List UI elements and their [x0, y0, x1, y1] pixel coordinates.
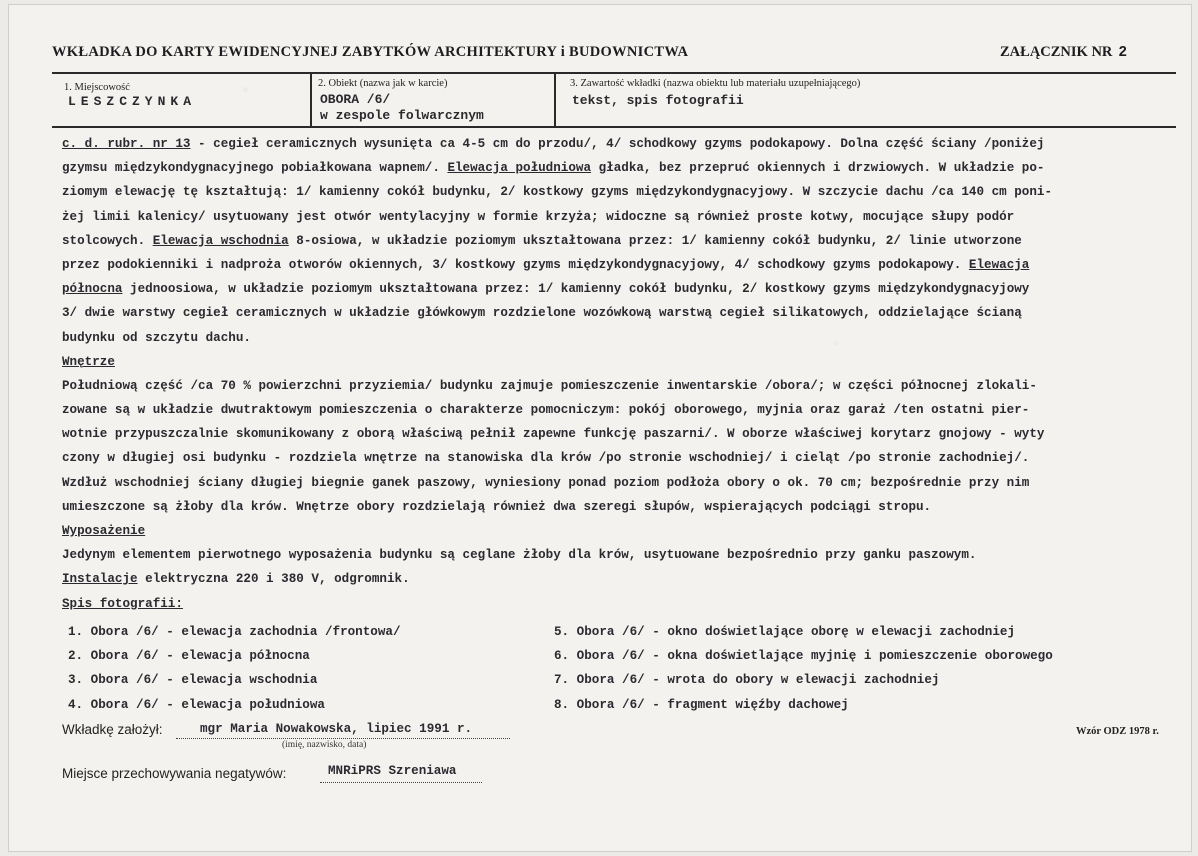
text-fragment: gładka, bez przepruć okiennych i drzwiowych. W układzie po-	[591, 161, 1045, 176]
text-line	[62, 567, 1172, 591]
text-line: umieszczone są żłoby dla krów. Wnętrze obory rozdzielają również dwa szeregi słupów, wspierających podciągi stropu.	[62, 499, 932, 514]
text-line: wotnie przypuszczalnie skomunikowany z oborą właściwą pełnił zapewne funkcję paszarni/. W oborze właściwej korytarz gnojowy - wyty	[62, 427, 1045, 442]
photo-item: 2. Obora /6/ - elewacja północna	[68, 649, 310, 664]
author-label: Wkładkę założył:	[62, 722, 163, 737]
text-line	[62, 156, 1172, 180]
text-line	[62, 253, 1172, 277]
description-text	[62, 132, 1172, 616]
text-line: zowane są w układzie dwutraktowym pomieszczenia o charakterze pomocniczym: pokój oborowego, myjnia oraz garaż /ten ostatni pier-	[62, 403, 1030, 418]
photo-list-left	[68, 620, 401, 717]
object-value-line2: w zespole folwarcznym	[320, 108, 484, 123]
text-line: Wzdłuż wschodniej ściany długiej biegnie ganek paszowy, wyniesiony ponad poziom podłoża obory o ok. 70 cm; bezpośrednie przy nim	[62, 475, 1030, 490]
text-line: ziomym elewację tę kształtują: 1/ kamienny cokół budynku, 2/ kostkowy gzyms międzykondygnacyjowy. W szczycie dachu /ca 140 cm poni-	[62, 185, 1053, 200]
text-line	[62, 592, 1172, 616]
heading-photo-list: Spis fotografii:	[62, 596, 183, 611]
annex-number: 2	[1118, 45, 1128, 61]
photo-item: 4. Obora /6/ - elewacja południowa	[68, 697, 325, 712]
photo-item: 5. Obora /6/ - okno doświetlające oborę w elewacji zachodniej	[554, 625, 1016, 639]
card-title: WKŁADKA DO KARTY EWIDENCYJNEJ ZABYTKÓW ARCHITEKTURY i BUDOWNICTWA	[52, 44, 689, 60]
text-line	[62, 350, 1172, 374]
annex-label-text: ZAŁĄCZNIK NR	[1000, 44, 1113, 60]
text-line: czony w długiej osi budynku - rozdziela wnętrze na stanowiska dla krów /po stronie wschodniej/ i cieląt /po stronie zachodniej/.	[62, 451, 1030, 466]
text-fragment: stolcowych.	[62, 233, 153, 248]
section-ref: c. d. rubr. nr 13	[62, 137, 191, 151]
photo-list-right	[554, 620, 1053, 717]
text-line	[62, 519, 1172, 543]
text-fragment: gzymsu międzykondygnacyjnego pobiałkowana wapnem/.	[62, 161, 448, 176]
fields-rule	[52, 126, 1176, 128]
heading-north-elevation-a: Elewacja	[968, 257, 1030, 272]
heading-east-elevation: Elewacja wschodnia	[152, 233, 289, 248]
text-fragment: przez podokienniki i nadproża otworów okiennych, 3/ kostkowy gzyms międzykondygnacyjowy, 4/ schodkowy gzyms podokapowy.	[62, 257, 969, 272]
photo-item: 1. Obora /6/ - elewacja zachodnia /frontowa/	[68, 625, 401, 639]
author-caption: (imię, nazwisko, data)	[282, 740, 367, 750]
photo-item: 8. Obora /6/ - fragment więźby dachowej	[554, 697, 849, 712]
locality-value: LESZCZYNKA	[68, 94, 197, 109]
text-line: żej limii kalenicy/ usytuowany jest otwór wentylacyjny w formie krzyża; widoczne są również proste kotwy, mocujące słupy podór	[62, 209, 1015, 224]
text-fragment: jednoosiowa, w układzie poziomym ukształtowana przez: 1/ kamienny cokół budynku, 2/ kostkowy gzyms międzykondygnacyjowy	[122, 282, 1030, 297]
form-code: Wzór ODZ 1978 r.	[1076, 726, 1159, 737]
field-divider-2	[554, 74, 556, 126]
photo-item: 6. Obora /6/ - okna doświetlające myjnię i pomieszczenie oborowego	[554, 649, 1053, 664]
photo-item: 7. Obora /6/ - wrota do obory w elewacji zachodniej	[554, 673, 940, 688]
heading-south-elevation: Elewacja południowa	[447, 161, 592, 176]
text-fragment: elektryczna 220 i 380 V, odgromnik.	[137, 572, 410, 587]
storage-dotline	[320, 782, 482, 783]
text-line	[62, 229, 1172, 253]
field-divider-1	[310, 74, 312, 126]
heading-equipment: Wyposażenie	[62, 524, 146, 538]
text-line	[62, 132, 1172, 156]
text-fragment: - cegieł ceramicznych wysunięta ca 4-5 cm do przodu/, 4/ schodkowy gzyms podokapowy. Dolna część ściany /poniżej	[190, 137, 1045, 151]
object-value-line1: OBORA /6/	[320, 92, 391, 107]
storage-label: Miejsce przechowywania negatywów:	[62, 766, 287, 781]
text-line	[62, 277, 1172, 301]
heading-installations: Instalacje	[62, 572, 138, 587]
text-line: Południową część /ca 70 % powierzchni przyziemia/ budynku zajmuje pomieszczenie inwentarskie /obora/; w części północnej zlokali-	[62, 378, 1037, 393]
text-line: budynku od szczytu dachu.	[62, 330, 251, 345]
content-label: 3. Zawartość wkładki (nazwa obiektu lub materiału uzupełniającego)	[570, 78, 861, 89]
author-value: mgr Maria Nowakowska, lipiec 1991 r.	[200, 722, 473, 736]
text-line: Jedynym elementem pierwotnego wyposażenia budynku są ceglane żłoby dla krów, usytuowane bezpośrednio przy ganku paszowym.	[62, 548, 977, 563]
header-rule	[52, 72, 1176, 74]
storage-value: MNRiPRS Szreniawa	[328, 764, 457, 778]
heading-interior: Wnętrze	[62, 354, 115, 369]
heading-north-elevation-b: północna	[62, 282, 123, 297]
annex-label	[1000, 44, 1127, 61]
text-fragment: 8-osiowa, w układzie poziomym ukształtowana przez: 1/ kamienny cokół budynku, 2/ linie utworzone	[288, 233, 1022, 248]
text-line: 3/ dwie warstwy cegieł ceramicznych w układzie główkowym rozdzielone wozówkową warstwą cegieł silikatowych, oddzielające ścianą	[62, 306, 1022, 321]
author-dotline	[176, 738, 510, 739]
locality-label: 1. Miejscowość	[64, 82, 130, 93]
object-label: 2. Obiekt (nazwa jak w karcie)	[318, 78, 448, 89]
content-value: tekst, spis fotografii	[572, 93, 744, 108]
photo-item: 3. Obora /6/ - elewacja wschodnia	[68, 673, 318, 688]
